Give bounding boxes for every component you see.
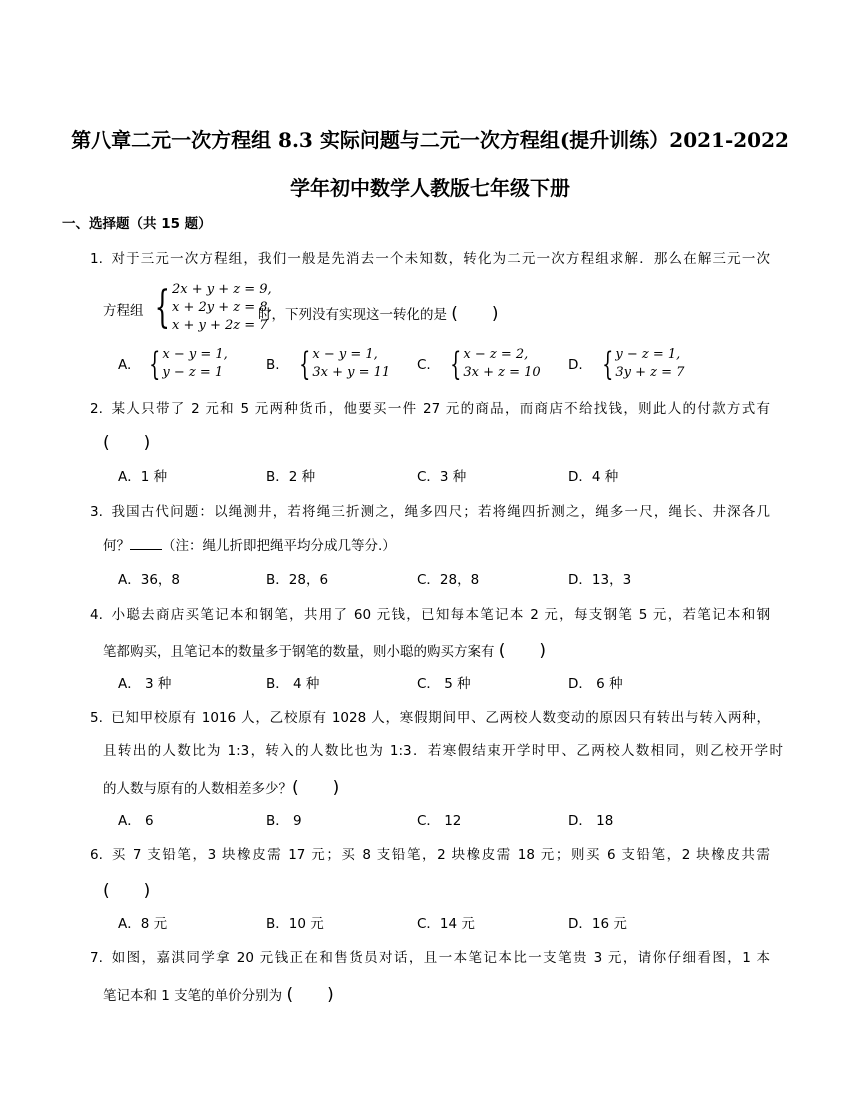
answer-paren: ( ) [103, 433, 151, 453]
question-6-option-a: A．8 元 [118, 916, 168, 932]
question-1-option-a-label: A. [118, 357, 132, 373]
question-3-line-1: 3. 我国古代问题：以绳测井，若将绳三折测之，绳多四尺；若将绳四折测之，绳多一尺，绳长、井深各几 [90, 504, 770, 520]
question-5-option-a: A． 6 [118, 813, 154, 829]
question-4-option-a: A． 3 种 [118, 676, 172, 692]
question-6-option-b: B．10 元 [266, 916, 324, 932]
question-4-line-1: 4. 小聪去商店买笔记本和钢笔，共用了 60 元钱，已知每本笔记本 2 元，每支钢笔 5 元，若笔记本和钢 [90, 607, 770, 623]
question-3-option-c: C．28，8 [417, 572, 480, 588]
answer-blank [130, 535, 162, 550]
question-5-line-3: 的人数与原有的人数相差多少？( ) [103, 778, 340, 798]
question-1-option-b: { x − y = 1, 3x + y = 11 [299, 345, 391, 383]
question-6-option-c: C．14 元 [417, 916, 475, 932]
brace-icon: { [602, 345, 614, 383]
document-title-line-2: 学年初中数学人教版七年级下册 [290, 176, 570, 200]
document-title-line-1: 第八章二元一次方程组 8.3 实际问题与二元一次方程组(提升训练）2021-2022 [71, 128, 789, 152]
brace-icon: { [450, 345, 462, 383]
question-1-option-d-label: D. [568, 357, 583, 373]
question-4-option-d: D． 6 种 [568, 676, 623, 692]
question-1-equation-system [142, 281, 272, 335]
question-3-number: 3. [90, 504, 103, 520]
question-4-option-c: C． 5 种 [417, 676, 471, 692]
question-7-line-2: 笔记本和 1 支笔的单价分别为 ( ) [103, 985, 334, 1005]
question-2-option-b: B．2 种 [266, 469, 316, 485]
question-3-line-2: 何？ （注：绳儿折即把绳平均分成几等分.） [103, 534, 396, 554]
question-1-prefix: 方程组 [103, 303, 144, 319]
question-5-option-b: B． 9 [266, 813, 302, 829]
question-4-option-b: B． 4 种 [266, 676, 320, 692]
question-5-option-c: C． 12 [417, 813, 462, 829]
question-7-line-1: 7. 如图，嘉淇同学拿 20 元钱正在和售货员对话，且一本笔记本比一支笔贵 3 元，请你仔细看图，1 本 [90, 950, 771, 966]
question-3-option-a: A．36，8 [118, 572, 181, 588]
brace-icon: { [299, 345, 311, 383]
answer-paren: ( ) [286, 985, 334, 1005]
answer-paren: ( ) [451, 304, 499, 324]
question-6-line-2 [103, 876, 150, 901]
question-4-line-2: 笔都购买，且笔记本的数量多于钢笔的数量，则小聪的购买方案有 ( ) [103, 641, 547, 661]
question-1-option-c: { x − z = 2, 3x + z = 10 [450, 345, 541, 383]
brace-icon: { [149, 345, 161, 383]
question-1-option-d: { y − z = 1, 3y + z = 7 [602, 345, 685, 383]
question-1-option-b-label: B. [266, 357, 280, 373]
question-1-suffix: 时，下列没有实现这一转化的是 ( ) [258, 304, 499, 324]
question-5-option-d: D． 18 [568, 813, 614, 829]
question-3-option-b: B．28，6 [266, 572, 329, 588]
section-heading: 一、选择题（共 15 题） [62, 216, 212, 232]
answer-paren: ( ) [103, 881, 151, 901]
question-2-option-c: C．3 种 [417, 469, 467, 485]
question-5-number: 5. [90, 710, 103, 726]
question-2-option-a: A．1 种 [118, 469, 168, 485]
question-2-number: 2. [90, 401, 103, 417]
question-6-number: 6. [90, 847, 103, 863]
question-7-number: 7. [90, 950, 103, 966]
question-1-option-c-label: C. [417, 357, 431, 373]
answer-paren: ( ) [498, 641, 547, 661]
question-1-equation-3: x + y + 2z = 7 [172, 318, 268, 333]
question-6-line-1: 6. 买 7 支铅笔，3 块橡皮需 17 元；买 8 支铅笔，2 块橡皮需 18 元；则买 6 支铅笔，2 块橡皮共需 [90, 847, 770, 863]
question-2-option-d: D．4 种 [568, 469, 619, 485]
question-4-number: 4. [90, 607, 103, 623]
question-2-line-1: 2. 某人只带了 2 元和 5 元两种货币，他要买一件 27 元的商品，而商店不给找钱，则此人的付款方式有 [90, 401, 770, 417]
question-5-line-2: 且转出的人数比为 1:3，转入的人数比也为 1:3．若寒假结束开学时甲、乙两校人数相同，则乙校开学时 [103, 743, 783, 759]
question-1-equation-2: x + 2y + z = 8, [172, 300, 272, 315]
brace-icon: { [154, 282, 170, 333]
question-1-option-a: { x − y = 1, y − z = 1 [149, 345, 228, 383]
question-1-line-1: 1. 对于三元一次方程组，我们一般是先消去一个未知数，转化为二元一次方程组求解．那么在解三元一次 [90, 251, 770, 267]
question-1-equation-1: 2x + y + z = 9, [172, 282, 272, 297]
question-1-number: 1. [90, 251, 103, 267]
question-2-line-2 [103, 428, 150, 453]
question-5-line-1: 5. 已知甲校原有 1016 人，乙校原有 1028 人，寒假期间甲、乙两校人数变动的原因只有转出与转入两种， [90, 710, 770, 726]
answer-paren: ( ) [292, 778, 340, 798]
question-3-option-d: D．13，3 [568, 572, 632, 588]
question-6-option-d: D．16 元 [568, 916, 627, 932]
